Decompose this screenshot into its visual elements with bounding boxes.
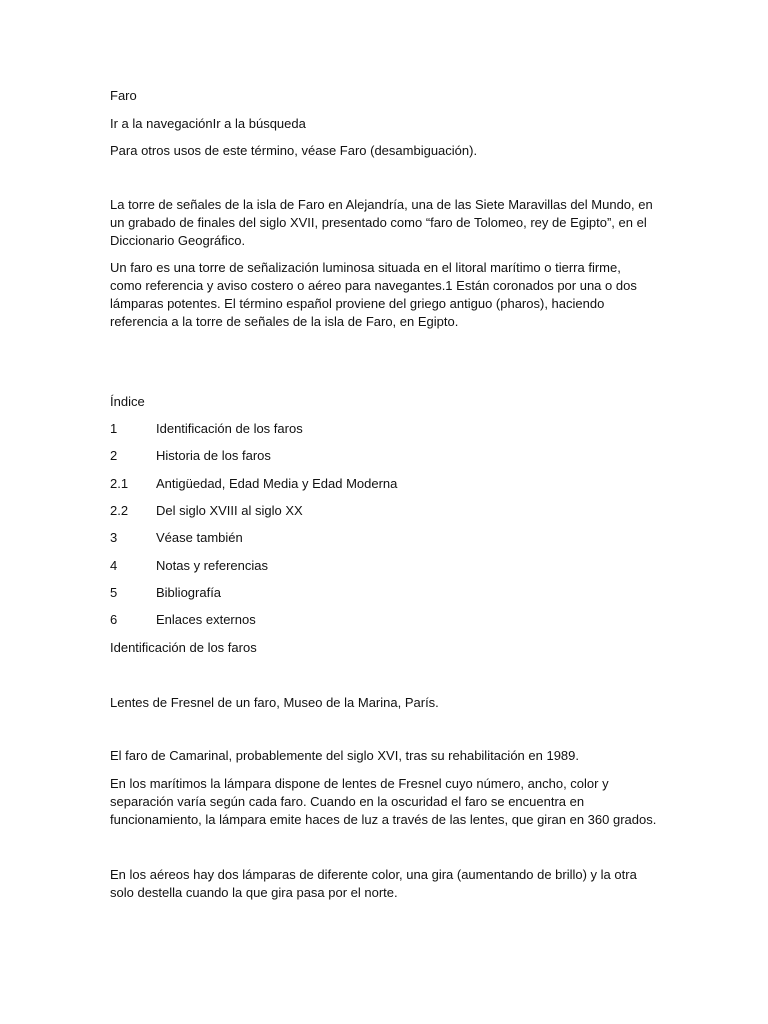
- toc-title: Enlaces externos: [156, 612, 256, 627]
- toc-number: 1: [110, 421, 118, 436]
- image-caption-alejandria: [110, 196, 653, 250]
- paragraph-line: solo destella cuando la que gira pasa por el norte.: [110, 885, 398, 900]
- paragraph-line: Un faro es una torre de señalización luminosa situada en el litoral marítimo o tierra firme,: [110, 260, 621, 275]
- toc-title: Notas y referencias: [156, 558, 268, 573]
- toc-entry: [110, 447, 271, 464]
- paragraph-line: separación varía según cada faro. Cuando en la oscuridad el faro se encuentra en: [110, 794, 585, 809]
- toc-title: Bibliografía: [156, 585, 222, 600]
- toc-entry: [110, 529, 243, 546]
- toc-title: Identificación de los faros: [156, 421, 303, 436]
- toc-number: 6: [110, 612, 118, 627]
- toc-title: Antigüedad, Edad Media y Edad Moderna: [156, 476, 398, 491]
- navigation-links-text: Ir a la navegaciónIr a la búsqueda: [110, 116, 306, 131]
- toc-title: Véase también: [156, 530, 243, 545]
- toc-title: Del siglo XVIII al siglo XX: [156, 503, 303, 518]
- toc-number: 3: [110, 530, 118, 545]
- image-caption-fresnel: Lentes de Fresnel de un faro, Museo de la Marina, París.: [110, 695, 439, 710]
- aerial-paragraph: [110, 866, 650, 902]
- index-heading: Índice: [110, 394, 145, 409]
- toc-number: 2.1: [110, 476, 129, 491]
- caption-line: un grabado de finales del siglo XVII, presentado como “faro de Tolomeo, rey de Egipto”, en el: [110, 215, 647, 230]
- toc-title: Historia de los faros: [156, 448, 271, 463]
- toc-entry: [110, 584, 221, 601]
- paragraph-line: funcionamiento, la lámpara emite haces de luz a través de las lentes, que giran en 360 grados.: [110, 812, 657, 827]
- toc-entry: [110, 475, 397, 492]
- toc-number: 2: [110, 448, 118, 463]
- toc-number: 2.2: [110, 503, 129, 518]
- document-title: Faro: [110, 88, 137, 103]
- caption-line: Diccionario Geográfico.: [110, 233, 246, 248]
- paragraph-line: En los aéreos hay dos lámparas de diferente color, una gira (aumentando de brillo) y la otra: [110, 867, 637, 882]
- intro-paragraph: [110, 259, 650, 331]
- caption-line: La torre de señales de la isla de Faro en Alejandría, una de las Siete Maravillas del Mundo, en: [110, 197, 653, 212]
- toc-entry: [110, 557, 268, 574]
- section-heading: Identificación de los faros: [110, 640, 257, 655]
- toc-entry: [110, 420, 303, 437]
- paragraph-line: lámparas potentes. El término español proviene del griego antiguo (pharos), haciendo: [110, 296, 605, 311]
- disambiguation-note: Para otros usos de este término, véase Faro (desambiguación).: [110, 143, 478, 158]
- maritime-paragraph: [110, 775, 657, 829]
- toc-entry: [110, 611, 256, 628]
- paragraph-line: referencia a la torre de señales de la isla de Faro, en Egipto.: [110, 314, 459, 329]
- toc-number: 5: [110, 585, 118, 600]
- toc-number: 4: [110, 558, 118, 573]
- paragraph-line: como referencia y aviso costero o aéreo para navegantes.1 Están coronados por una o dos: [110, 278, 637, 293]
- toc-entry: [110, 502, 303, 519]
- image-caption-camarinal: El faro de Camarinal, probablemente del siglo XVI, tras su rehabilitación en 1989.: [110, 748, 579, 763]
- paragraph-line: En los marítimos la lámpara dispone de lentes de Fresnel cuyo número, ancho, color y: [110, 776, 609, 791]
